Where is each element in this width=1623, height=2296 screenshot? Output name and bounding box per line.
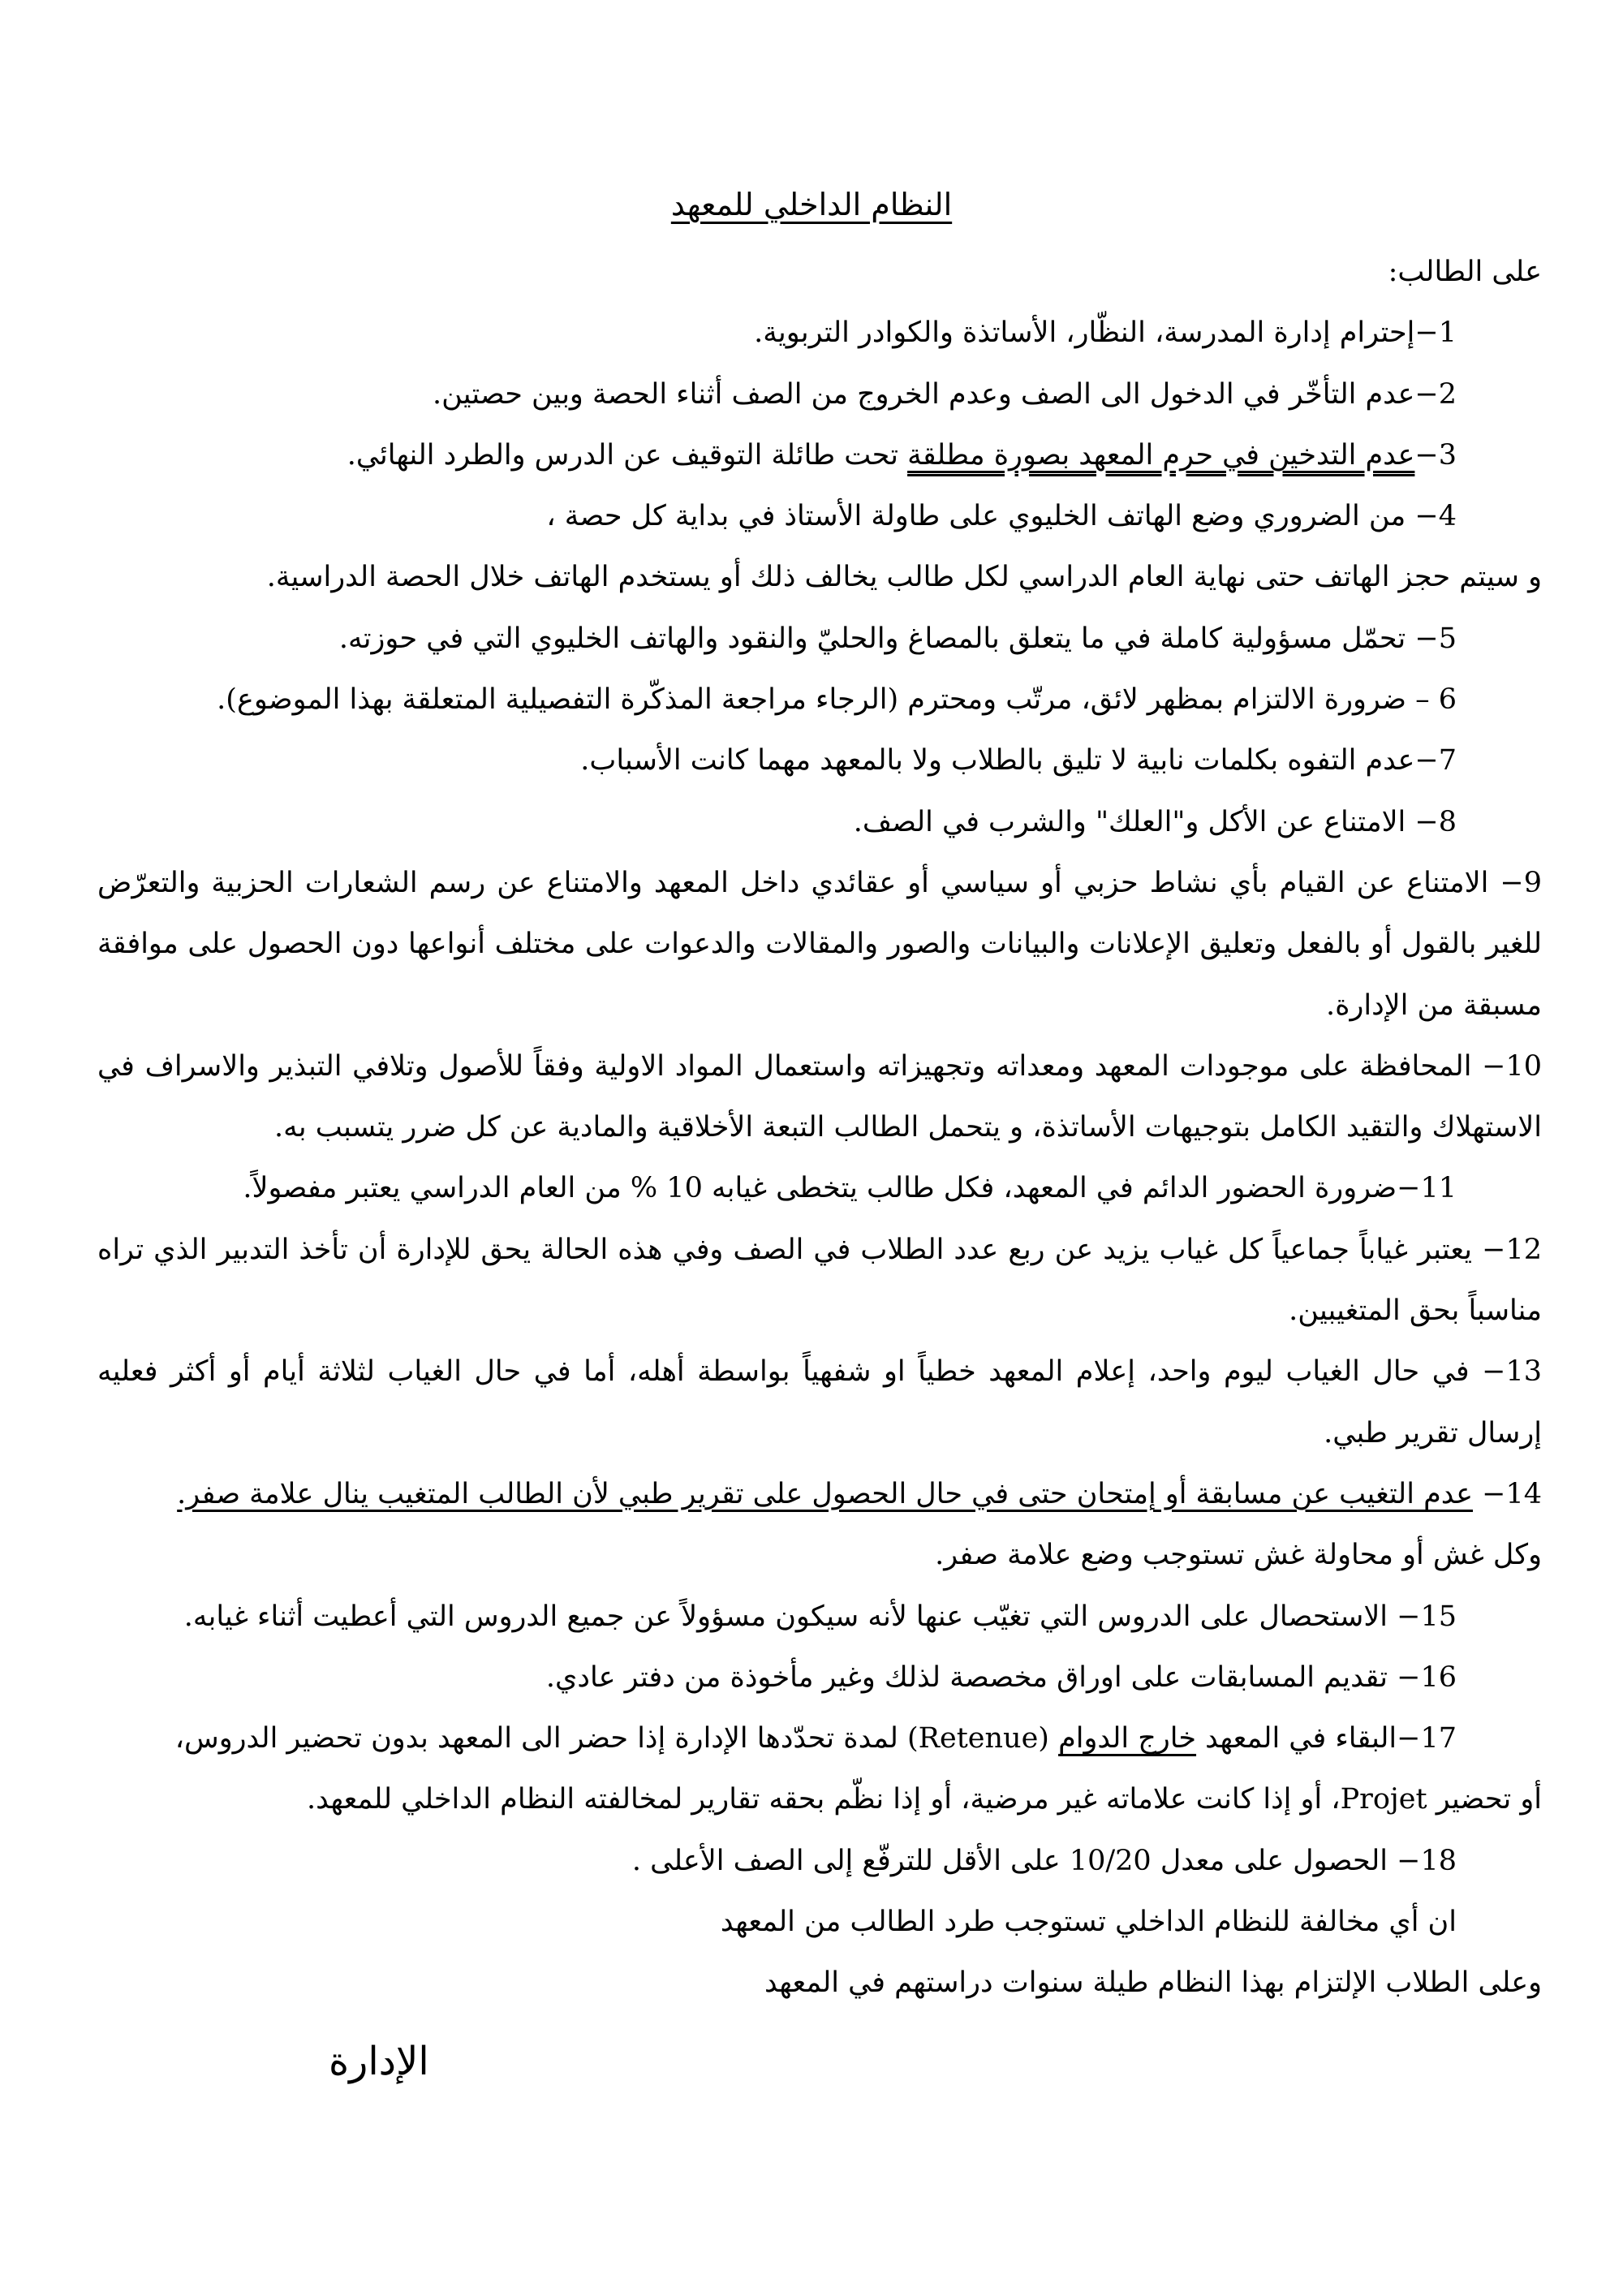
- rule-12: 12− يعتبر غياباً جماعياً كل غياب يزيد عن ربع عدد الطلاب في الصف وفي هذه الحالة يحق للإدارة أن تأخذ التدبير الذي تراه مناسباً بحق المتغيبين.: [97, 1233, 1542, 1328]
- rule-14-emphasis: عدم التغيب عن مسابقة أو إمتحان حتى في حال الحصول على تقرير طبي لأن الطالب المتغيب ينال علامة صفر.: [177, 1477, 1473, 1510]
- rule-3: [97, 425, 1542, 486]
- rule-3-emphasis: عدم التدخين في حرم المعهد بصورة مطلقة: [907, 438, 1415, 472]
- rule-14-number: 14−: [1473, 1477, 1542, 1510]
- closing-line-2: وعلى الطلاب الإلتزام بهذا النظام طيلة سنوات دراستهم في المعهد: [764, 1966, 1542, 2000]
- rule-10: 10− المحافظة على موجودات المعهد ومعداته وتجهيزاته واستعمال المواد الاولية وفقاً للأصول وتلافي التبذير والاسراف في الاستهلاك والتقيد الكامل بتوجيهات الأساتذة، و يتحمل الطالب التبعة الأخلاقية والمادية عن كل ضرر يتسبب به.: [97, 1049, 1542, 1144]
- rule-16: 16− تقديم المسابقات على اوراق مخصصة لذلك وغير مأخوذة من دفتر عادي.: [545, 1661, 1457, 1694]
- rule-4: 4− من الضروري وضع الهاتف الخليوي على طاولة الأستاذ في بداية كل حصة ،: [546, 500, 1457, 533]
- page-title: [0, 180, 1623, 229]
- rule-5: 5− تحمّل مسؤولية كاملة في ما يتعلق بالمصاغ والحليّ والنقود والهاتف الخليوي التي في حوزته.: [338, 622, 1457, 655]
- rule-17-part2: (Retenue) لمدة تحدّدها الإدارة إذا حضر الى المعهد بدون تحضير الدروس،: [174, 1722, 1059, 1755]
- rule-3-number: 3−: [1414, 438, 1457, 472]
- closing-line-1: ان أي مخالفة للنظام الداخلي تستوجب طرد الطالب من المعهد: [720, 1906, 1457, 1939]
- rules-body: [97, 242, 1542, 2014]
- rule-4-continuation: و سيتم حجز الهاتف حتى نهاية العام الدراسي لكل طالب يخالف ذلك أو يستخدم الهاتف خلال الحصة الدراسية.: [266, 561, 1542, 594]
- intro-line: على الطالب:: [1388, 256, 1542, 288]
- rule-7: 7−عدم التفوه بكلمات نابية لا تليق بالطلاب ولا بالمعهد مهما كانت الأسباب.: [580, 744, 1457, 778]
- rule-8: 8− الامتناع عن الأكل و"العلك" والشرب في الصف.: [853, 805, 1457, 838]
- rule-18: 18− الحصول على معدل 10/20 على الأقل للترفّع إلى الصف الأعلى .: [631, 1844, 1457, 1877]
- title-text: النظام الداخلي للمعهد: [670, 187, 953, 222]
- rule-17-continuation: أو تحضير Projet، أو إذا كانت علاماته غير مرضية، أو إذا نظّم بحقه تقارير لمخالفته النظام الداخلي للمعهد.: [307, 1783, 1542, 1816]
- rule-15: 15− الاستحصال على الدروس التي تغيّب عنها لأنه سيكون مسؤولاً عن جميع الدروس التي أعطيت أثناء غيابه.: [183, 1600, 1457, 1633]
- rule-3-rest: تحت طائلة التوقيف عن الدرس والطرد النهائي.: [347, 438, 908, 472]
- rule-14-continuation: وكل غش أو محاولة غش تستوجب وضع علامة صفر.: [935, 1539, 1542, 1572]
- rule-13: 13− في حال الغياب ليوم واحد، إعلام المعهد خطياً او شفهياً بواسطة أهله، أما في حال الغياب لثلاثة أيام أو أكثر فعليه إرسال تقرير طبي.: [97, 1355, 1542, 1450]
- rule-2: 2−عدم التأخّر في الدخول الى الصف وعدم الخروج من الصف أثناء الحصة وبين حصتين.: [432, 377, 1457, 411]
- rule-17-emphasis: خارج الدوام: [1058, 1722, 1197, 1755]
- rule-14: [97, 1464, 1542, 1525]
- rule-9: 9− الامتناع عن القيام بأي نشاط حزبي أو سياسي أو عقائدي داخل المعهد والامتناع عن رسم الشعارات الحزبية والتعرّض للغير بالقول أو بالفعل وتعليق الإعلانات والبيانات والصور والمقالات والدعوات على مختلف أنواعها دون الحصول على موافقة مسبقة من الإدارة.: [97, 866, 1542, 1022]
- rule-1: 1−إحترام إدارة المدرسة، النظّار، الأساتذة والكوادر التربوية.: [754, 317, 1457, 350]
- signature-administration: الإدارة: [329, 2039, 429, 2084]
- rule-11: 11−ضرورة الحضور الدائم في المعهد، فكل طالب يتخطى غيابه 10 % من العام الدراسي يعتبر مفصولاً.: [243, 1172, 1457, 1205]
- rule-17: [97, 1708, 1542, 1769]
- rule-17-part1: 17−البقاء في المعهد: [1196, 1722, 1457, 1755]
- rule-6: 6 – ضرورة الالتزام بمظهر لائق، مرتّب ومحترم (الرجاء مراجعة المذكّرة التفصيلية المتعلقة بهذا الموضوع).: [217, 683, 1457, 717]
